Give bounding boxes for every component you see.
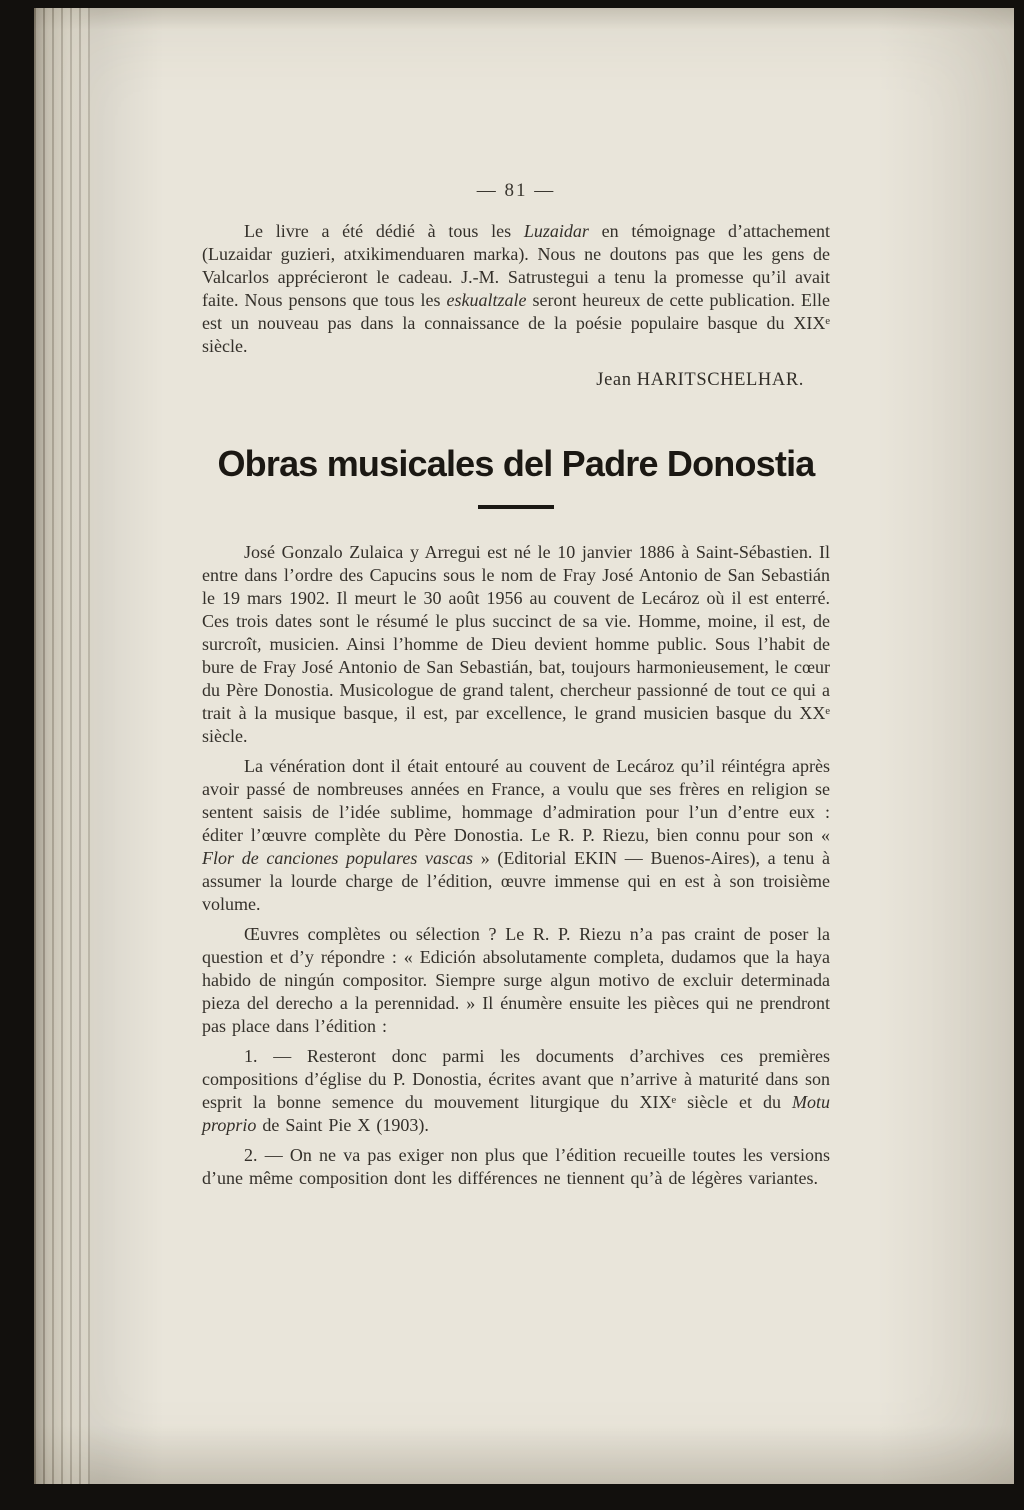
closing-paragraph-previous-article: [202, 220, 830, 358]
text-run: eskualtzale: [446, 290, 527, 310]
text-run: Le livre a été dédié à tous les: [244, 221, 524, 241]
page-number: — 81 —: [476, 180, 556, 201]
paragraph: [202, 1045, 830, 1137]
paragraph: [202, 1144, 830, 1190]
text-run: 2. — On ne va pas exiger non plus que l’édition recueille toutes les versions d’une même composition dont les différences ne tiennent qu’à de légères variantes.: [202, 1145, 830, 1188]
text-run: en témoignage d’attachement (Luzaidar guzieri, atxikimenduaren marka). Nous ne doutons pas que les gens de Valcarlos apprécieront le cadeau. J.-M. Satrustegui a tenu la promesse qu’il avait faite. Nous pensons que tous les: [202, 221, 830, 310]
article-body: [202, 541, 830, 1190]
paragraph: [202, 755, 830, 916]
text-run: 1. — Resteront donc parmi les documents d’archives ces premières compositions d’église du P. Donostia, écrites avant que n’arrive à maturité dans son esprit la bonne semence du mouvement liturgique du XIXᵉ siècle et du: [202, 1046, 830, 1112]
text-run: seront heureux de cette publication. Elle est un nouveau pas dans la connaissance de la poésie populaire basque du XIXᵉ siècle.: [202, 290, 830, 356]
article-title: Obras musicales del Padre Donostia: [217, 443, 815, 484]
text-run: La vénération dont il était entouré au couvent de Lecároz qu’il réintégra après avoir passé de nombreuses années en France, a voulu que ses frères en religion se sentent saisis de l’idée sublime, hommage d’admiration pour l’un d’entre eux : éditer l’œuvre complète du Père Donostia. Le R. P. Riezu, bien connu pour son «: [202, 756, 830, 845]
book-page: [34, 8, 1014, 1484]
text-run: de Saint Pie X (1903).: [256, 1115, 429, 1135]
paragraph: [202, 541, 830, 748]
title-divider: [478, 505, 554, 509]
text-run: Œuvres complètes ou sélection ? Le R. P. Riezu n’a pas craint de poser la question et d’y répondre : « Edición absolutamente completa, dudamos que la haya habido de ningún compositor. Siempre surge algun motivo de excluir determinada pieza del derecho a la perennidad. » Il énumère ensuite les pièces qui ne prendront pas place dans l’édition :: [202, 924, 830, 1036]
page-edge-stack: [34, 8, 90, 1484]
text-run: Motu proprio: [202, 1092, 830, 1135]
text-run: José Gonzalo Zulaica y Arregui est né le 10 janvier 1886 à Saint-Sébastien. Il entre dans l’ordre des Capucins sous le nom de Fray José Antonio de San Sebastián le 19 mars 1902. Il meurt le 30 août 1956 au couvent de Lecároz où il est enterré. Ces trois dates sont le résumé le plus succinct de sa vie. Homme, moine, il est, de surcroît, musicien. Ainsi l’homme de Dieu devient homme public. Sous l’habit de bure de Fray José Antonio de San Sebastián, bat, toujours harmonieusement, le cœur du Père Donostia. Musicologue de grand talent, chercheur passionné de tout ce qui a trait à la musique basque, il est, par excellence, le grand musicien basque du XXᵉ siècle.: [202, 542, 830, 746]
page-content: [202, 180, 830, 1197]
text-run: Flor de canciones populares vascas: [202, 848, 474, 868]
paragraph: [202, 923, 830, 1038]
text-run: » (Editorial EKIN — Buenos-Aires), a tenu à assumer la lourde charge de l’édition, œuvre immense qui en est à son troisième volume.: [202, 848, 830, 914]
text-run: Luzaidar: [523, 221, 589, 241]
author-signature: Jean HARITSCHELHAR.: [596, 370, 804, 390]
